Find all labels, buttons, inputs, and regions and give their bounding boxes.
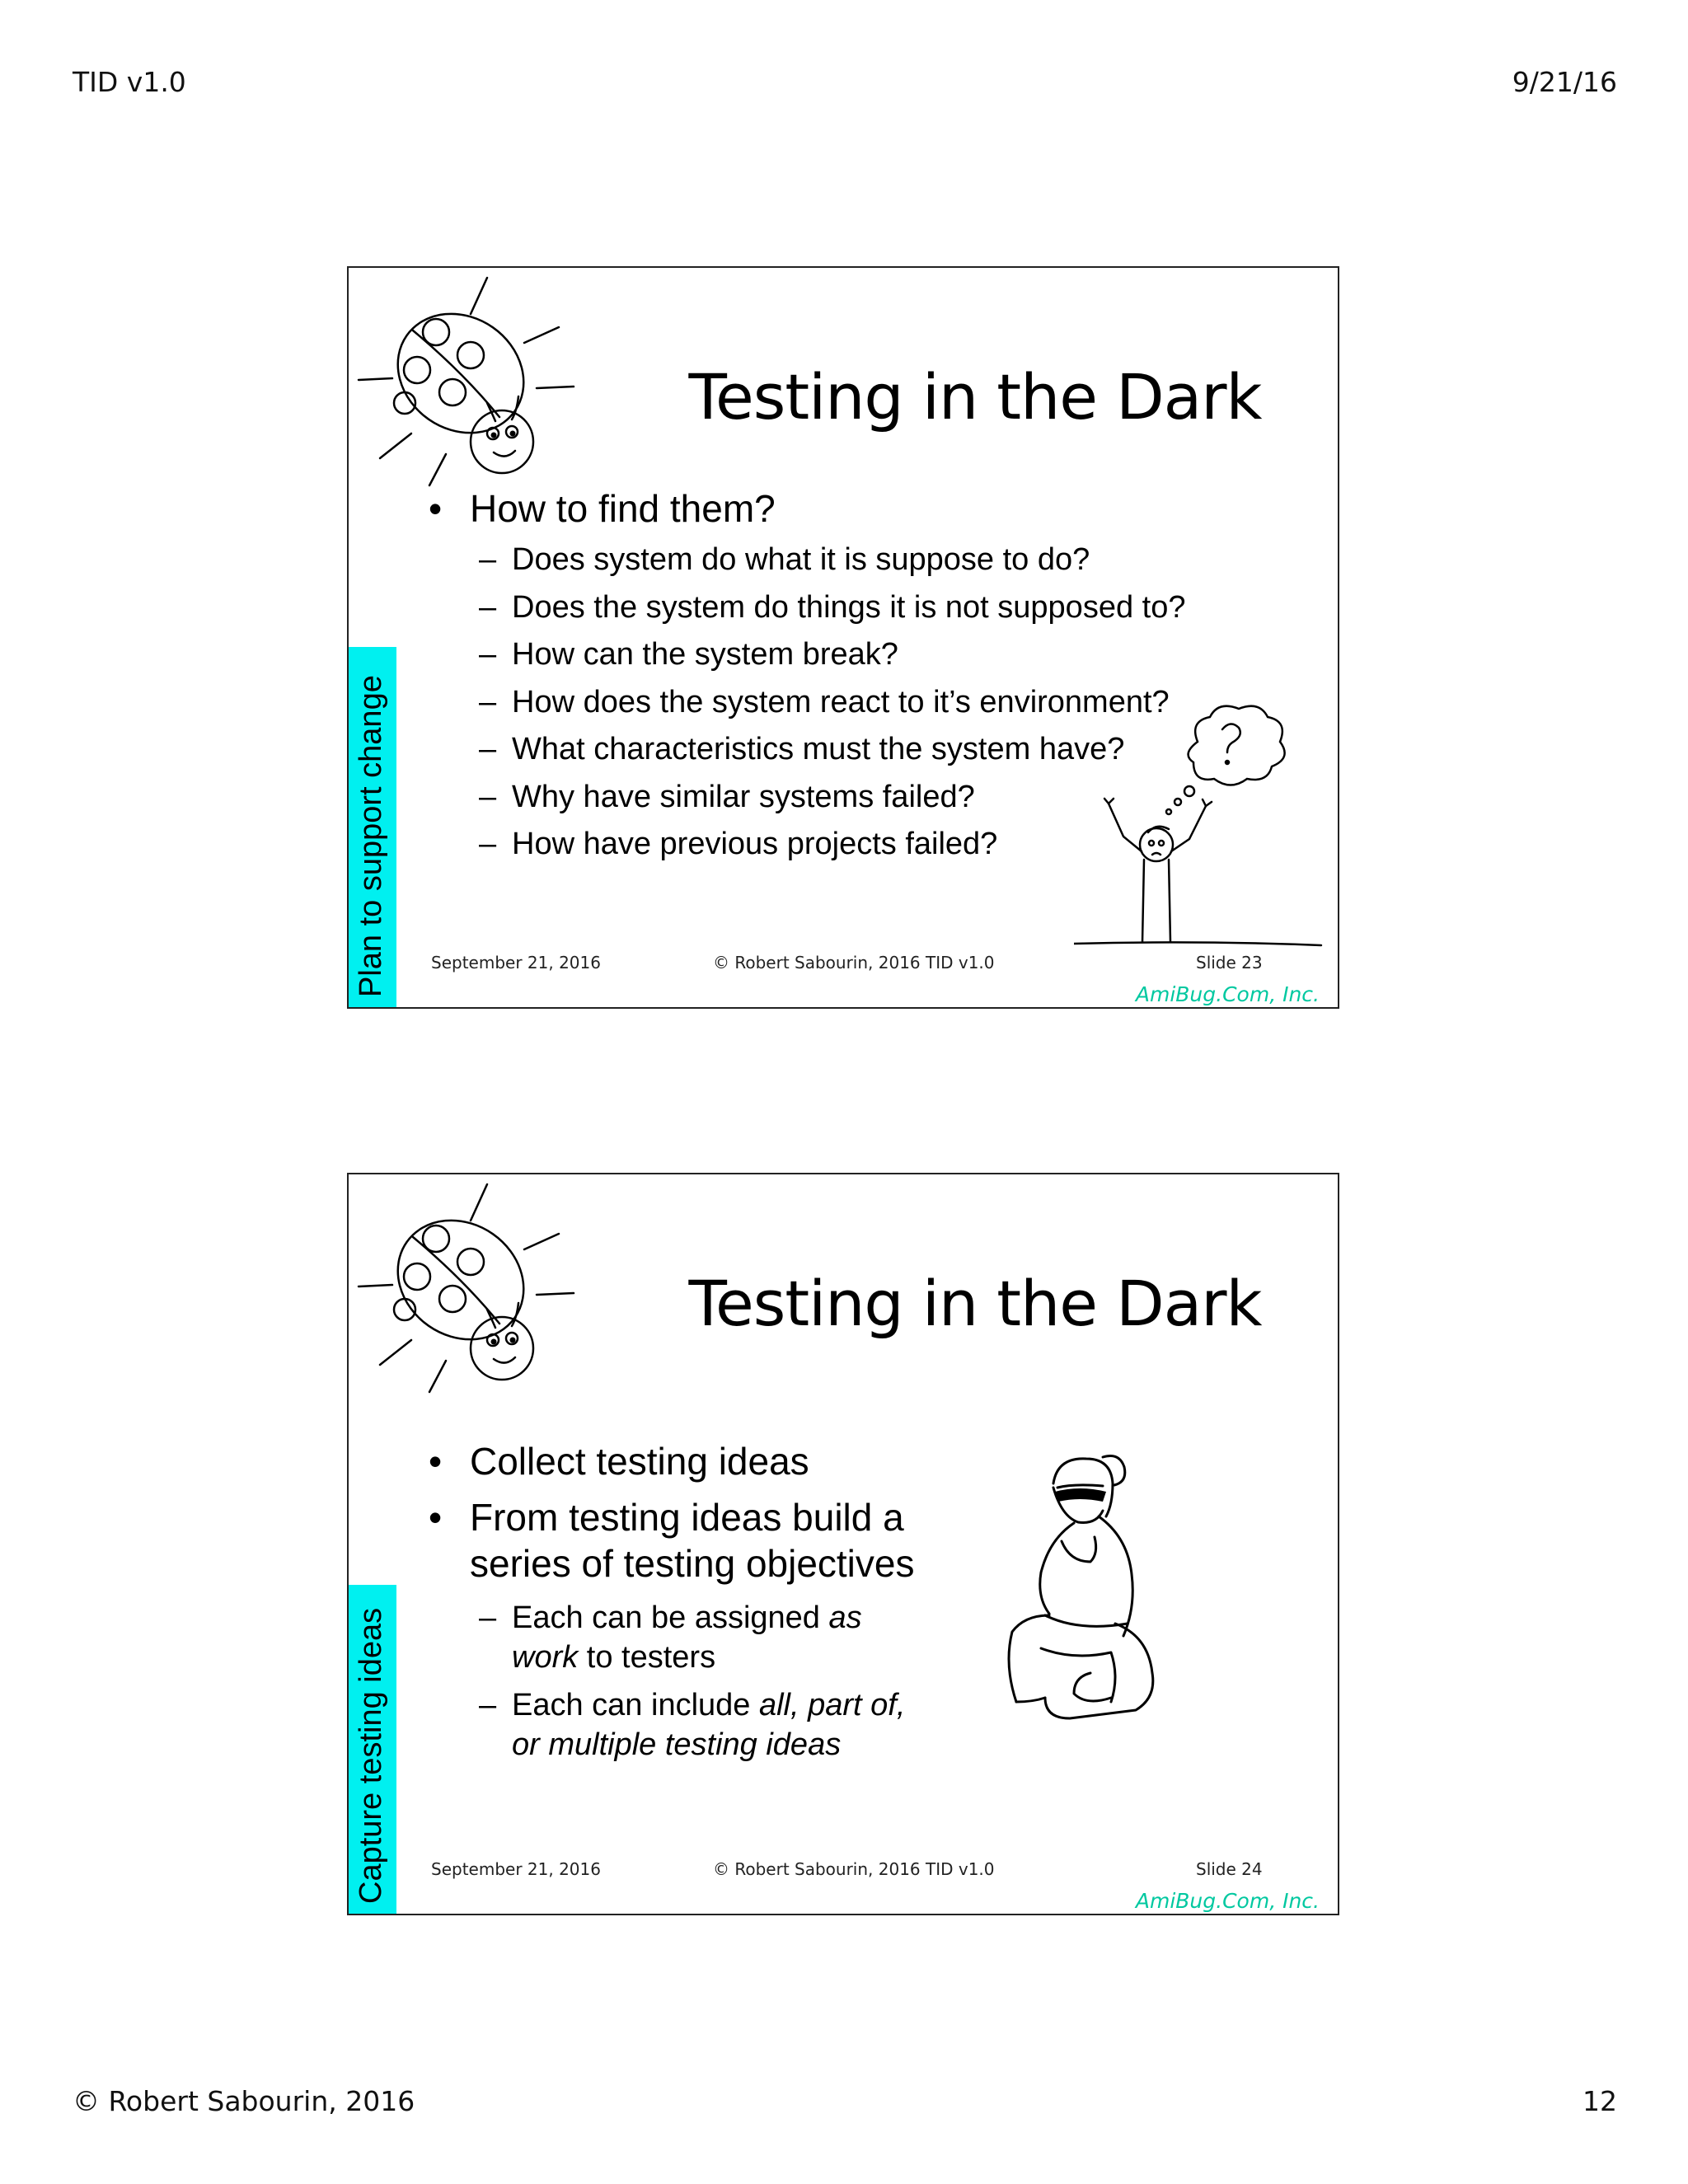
side-tab bbox=[349, 647, 396, 1007]
slide-footer-copyright: © Robert Sabourin, 2016 TID v1.0 bbox=[713, 953, 995, 972]
brand-label: AmiBug.Com, Inc. bbox=[1135, 982, 1320, 1006]
sub-item: – Why have similar systems failed? bbox=[479, 780, 975, 814]
slide-number: Slide 23 bbox=[1196, 953, 1263, 972]
slide-footer-copyright: © Robert Sabourin, 2016 TID v1.0 bbox=[713, 1859, 995, 1879]
slide-footer-date: September 21, 2016 bbox=[431, 953, 601, 972]
sub-text: Does the system do things it is not supposed to? bbox=[512, 590, 1186, 625]
slide-23 bbox=[347, 266, 1339, 1009]
sub-text: How can the system break? bbox=[512, 637, 898, 672]
sub-text: What characteristics must the system have? bbox=[512, 732, 1125, 766]
sub-item: – Does system do what it is suppose to do? bbox=[479, 542, 1090, 577]
sub-text: Why have similar systems failed? bbox=[512, 780, 975, 814]
sub-text: How have previous projects failed? bbox=[512, 827, 998, 861]
bullet-item bbox=[429, 1494, 904, 1540]
ladybug-icon bbox=[355, 1179, 578, 1402]
sub-item: – Does the system do things it is not supposed to? bbox=[479, 590, 1186, 625]
thinker-icon bbox=[996, 1451, 1193, 1722]
slide-number: Slide 24 bbox=[1196, 1859, 1263, 1879]
sub-text: Each can include bbox=[512, 1688, 759, 1722]
sub-item: – What characteristics must the system have? bbox=[479, 732, 1125, 766]
sub-text-emphasis: or multiple testing ideas bbox=[512, 1727, 842, 1762]
side-tab-label: Capture testing ideas bbox=[354, 1607, 388, 1904]
ladybug-icon bbox=[355, 273, 578, 495]
sub-text-emphasis: work bbox=[512, 1640, 579, 1675]
bullet-text: From testing ideas build a bbox=[470, 1496, 904, 1539]
bullet-continuation bbox=[470, 1540, 915, 1586]
bullet-text: How to find them? bbox=[470, 487, 776, 530]
slide-footer-date: September 21, 2016 bbox=[431, 1859, 601, 1879]
page-header-date: 9/21/16 bbox=[1512, 66, 1617, 98]
sub-text: to testers bbox=[578, 1640, 716, 1675]
sub-item: – How have previous projects failed? bbox=[479, 827, 998, 861]
sub-text-emphasis: all, part of, bbox=[758, 1688, 906, 1722]
sub-text: Each can be assigned bbox=[512, 1601, 829, 1635]
sub-item: – How does the system react to it’s environment? bbox=[479, 685, 1170, 719]
slide-24 bbox=[347, 1173, 1339, 1915]
page-number: 12 bbox=[1582, 2085, 1617, 2117]
sub-item: – Each can be assigned as work to testers bbox=[479, 1601, 862, 1675]
side-tab bbox=[349, 1585, 396, 1914]
sub-text: How does the system react to it’s environment? bbox=[512, 685, 1170, 719]
bullet-item bbox=[429, 485, 776, 532]
bullet-text: series of testing objectives bbox=[470, 1542, 915, 1585]
bullet-item bbox=[429, 1438, 809, 1484]
bullet-dot: • bbox=[429, 1440, 443, 1483]
slide-title: Testing in the Dark bbox=[688, 360, 1262, 434]
sub-text-emphasis: as bbox=[828, 1601, 862, 1635]
slide-title: Testing in the Dark bbox=[688, 1267, 1262, 1340]
sub-text: Does system do what it is suppose to do? bbox=[512, 542, 1090, 577]
page-footer-copyright: © Robert Sabourin, 2016 bbox=[73, 2085, 415, 2117]
sub-item: – How can the system break? bbox=[479, 637, 898, 672]
page-header-left: TID v1.0 bbox=[73, 66, 186, 98]
confused-person-icon bbox=[1074, 696, 1329, 960]
side-tab-label: Plan to support change bbox=[354, 675, 388, 997]
brand-label: AmiBug.Com, Inc. bbox=[1135, 1889, 1320, 1913]
bullet-text: Collect testing ideas bbox=[470, 1440, 809, 1483]
bullet-dot: • bbox=[429, 487, 443, 530]
sub-item: – Each can include all, part of, or multiple testing ideas bbox=[479, 1688, 906, 1762]
bullet-dot: • bbox=[429, 1496, 443, 1539]
